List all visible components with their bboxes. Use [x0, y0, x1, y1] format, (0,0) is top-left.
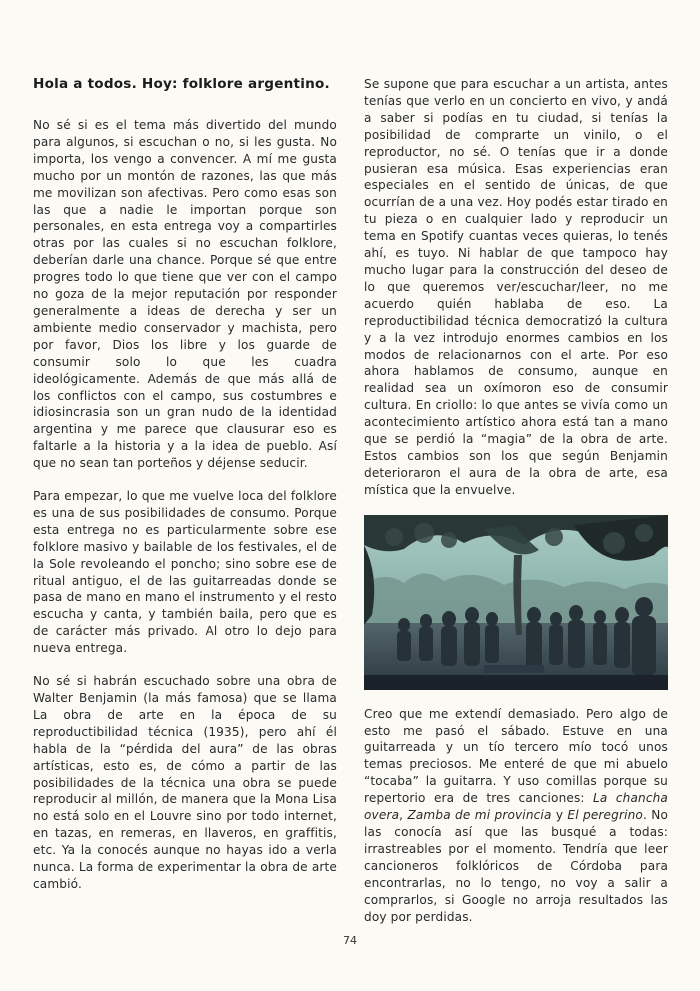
article-title: Hola a todos. Hoy: folklore argentino. — [33, 76, 330, 92]
separator-2: y — [551, 808, 568, 823]
page-number: 74 — [343, 934, 357, 947]
paragraph-benjamin: No sé si habrán escuchado sobre una obra de Walter Benjamin (la más famosa) que se llama La obra de arte en la época de su reproductibilidad técnica (1935), pero ahí él habla de la “pérdida del aura” de las obras artísticas, esto es, de cómo a partir de las posibilidades de la técnica una obra se puede reproducir al millón, de manera que la Mona Lisa no está solo en el Louvre sino por todo internet, en tazas, en remeras, en llaveros, en graffitis, etc. Ya la conocés aunque no hayas ido a verla nunca. La forma de experimentar la obra de arte cambió. — [33, 674, 337, 891]
paragraph-guitarreada — [364, 706, 668, 926]
song-title-2: Zamba de mi provincia — [407, 808, 552, 823]
paragraph-aura: Se supone que para escuchar a un artista, antes tenías que verlo en un concierto en vivo, y andá a saber si podías en tu ciudad, si tenías la posibilidad de comprarte un vinilo, o el reproductor, no sé. O tenías que ir a donde pusieran esa música. Esas experiencias eran especiales en el sentido de únicas, de que ocurrían de a una vez. Hoy podés estar tirado en tu pieza o en cualquier lado y reproducir un tema en Spotify cuantas veces quieras, lo tenés ahí, es tuyo. Ni hablar de que tampoco hay mucho lugar para la construcción del deseo de lo que queremos ver/escuchar/leer, no me acuerdo quién hablaba de eso. La reproductibilidad técnica democratizó la cultura y a la vez introdujo enormes cambios en los modos de relacionarnos con el arte. Por eso ahora hablamos de consumo, aunque en realidad sea un oxímoron eso de consumir cultura. En criollo: lo que antes se vivía como un acontecimiento artístico ahora está tan a mano que se perdió la “magia” de la obra de arte. Estos cambios son los que según Benjamin deterioraron el aura de la obra de arte, esa mística que la envuelve. — [364, 77, 668, 497]
left-column — [33, 76, 337, 909]
song-title-1: La chancha overa — [364, 791, 668, 823]
song-title-3: El peregrino — [567, 808, 643, 823]
paragraph-intro: No sé si es el tema más divertido del mundo para algunos, si escuchan o no, si les gusta. No importa, los vengo a convencer. A mí me gusta mucho por un montón de razones, las que más me movilizan son afectivas. Pero como esas son las que a nadie le importan porque son personales, en esta entrega voy a compartirles otras por las cuales si no escuchan folklore, deberían darle una chance. Porque sé que entre progres todo lo que tiene que ver con el campo no goza de la mejor reputación por responder generalmente a ideas de derecha y ser un ambiente medio conservador y machista, pero por favor, Dios los libre y los guarde de consumir solo lo que les cuadra ideológicamente. Además de que más allá de los conflictos con el campo, sus costumbres e idiosincrasia son un gran nudo de la identidad argentina y me parece que clausurar eso es faltarle a la historia y a la idea de pueblo. Así que no sean tan porteños y déjense seducir. — [33, 118, 337, 471]
paragraph-guitarreada-end: . No las conocía así que las busqué a todas: irrastreables por el momento. Tendría que leer cancioneros folklóricos de Córdoba para encontrarlas, no lo tengo, no voy a salir a comprarlos, si Google no arroja resultados las doy por perdidas. — [364, 808, 669, 924]
right-column — [364, 76, 668, 941]
separator-1: , — [399, 808, 408, 823]
guitarreada-photo — [364, 515, 668, 690]
paragraph-guitarreada-start: Creo que me extendí demasiado. Pero algo de esto me pasó el sábado. Estuve en una guitarreada y un tío tercero mío tocó unos temas preciosos. Me enteré de que mi abuelo “tocaba” la guitarra. Y uso comillas porque su repertorio era de tres canciones: — [364, 706, 668, 806]
paragraph-consumption: Para empezar, lo que me vuelve loca del folklore es una de sus posibilidades de consumo. Porque esta entrega no es particularmente sobre ese folklore masivo y bailable de los festivales, el de la Sole revoleando el poncho; sino sobre ese de ritual antiguo, el de las guitarreadas donde se pasa de mano en mano el instrumento y el resto escucha y canta, y también baila, pero que es de carácter más privado. Al otro lo dejo para nueva entrega. — [33, 489, 337, 656]
